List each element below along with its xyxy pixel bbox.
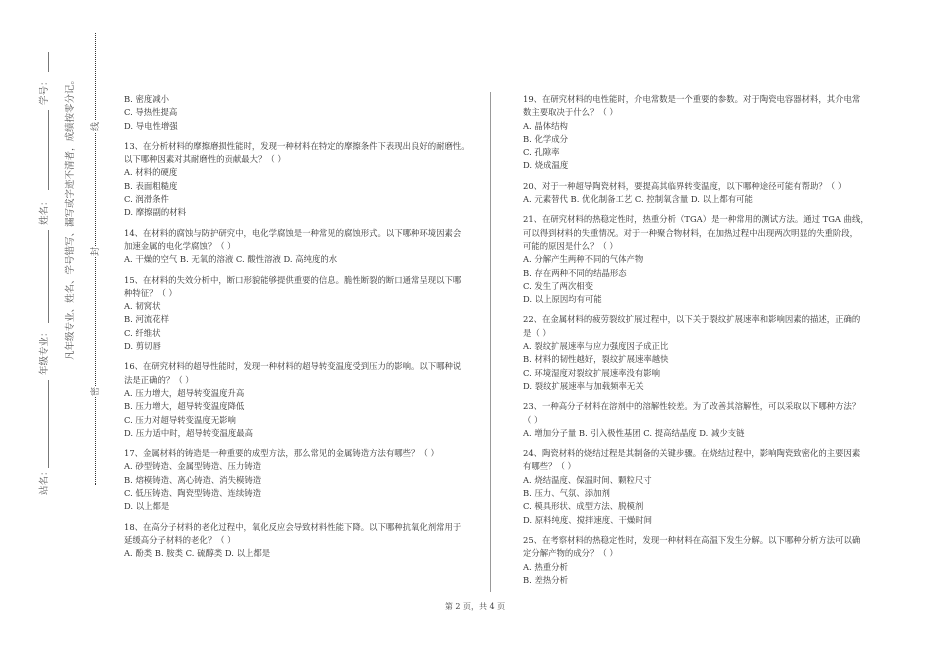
answer-option: D. 摩擦副的材料 — [124, 207, 186, 218]
answer-option: B. 熔模铸造、离心铸造、消失模铸造 — [124, 474, 262, 485]
student-id-blank[interactable] — [48, 52, 49, 72]
question-block — [124, 360, 474, 440]
left-question-column — [124, 93, 474, 561]
grade-major-blank[interactable] — [48, 230, 49, 323]
grade-major-label: 年级专业： — [39, 327, 50, 375]
question-text: 15、在材料的失效分析中，断口形貌能够提供重要的信息。脆性断裂的断口通常呈现以下哪 — [124, 274, 462, 285]
student-id-label: 学号： — [39, 76, 50, 105]
answer-option: A. 晶体结构 — [523, 120, 568, 131]
question-text: 数主要取决于什么？（ ） — [523, 107, 618, 118]
question-block — [124, 93, 474, 133]
page-number: 第 2 页，共 4 页 — [444, 602, 506, 611]
question-text: 21、在研究材料的热稳定性时，热重分析（TGA）是一种常用的测试方法。通过 TGA 曲线， — [523, 214, 869, 225]
answer-option: D. 以上原因均有可能 — [523, 294, 602, 305]
grading-notice: 凡年级专业、姓名、学号错写、漏写或字迹不清者，成绩按零分记。 — [65, 74, 76, 360]
answer-option: B. 化学成分 — [523, 133, 568, 144]
answer-option: D. 压力适中时，超导转变温度最高 — [124, 427, 253, 438]
question-text: 18、在高分子材料的老化过程中，氧化反应会导致材料性能下降。以下哪种抗氧化剂常用于 — [124, 521, 462, 532]
question-block — [124, 227, 474, 267]
question-block — [124, 274, 474, 354]
question-text: 19、在研究材料的电性能时，介电常数是一个重要的参数。对于陶瓷电容器材料，其介电常 — [523, 94, 861, 104]
answer-option: A. 分解产生两种不同的气体产物 — [523, 254, 644, 265]
answer-option: C. 导热性提高 — [124, 107, 178, 118]
question-text: 24、陶瓷材料的烧结过程是其制备的关键步骤。在烧结过程中，影响陶瓷致密化的主要因素 — [523, 448, 861, 459]
answer-option: D. 烧成温度 — [523, 160, 569, 171]
question-text: 可以得到材料的失重情况。对于一种聚合物材料，在加热过程中出现两次明显的失重阶段， — [523, 227, 858, 238]
answer-option: B. 压力、气氛、添加剂 — [523, 488, 610, 499]
answer-option: B. 表面粗糙度 — [124, 180, 178, 191]
answer-option: C. 纤维状 — [124, 327, 161, 338]
answer-option: A. 压力增大，超导转变温度升高 — [124, 387, 245, 398]
column-divider — [490, 92, 491, 592]
answer-option: A. 增加分子量 B. 引入极性基团 C. 提高结晶度 D. 减少支链 — [523, 427, 745, 438]
seal-dotted-line — [95, 33, 96, 485]
answer-option: D. 原料纯度、搅拌速度、干燥时间 — [523, 514, 652, 525]
answer-option: B. 压力增大，超导转变温度降低 — [124, 401, 245, 412]
question-text: 22、在金属材料的疲劳裂纹扩展过程中，以下关于裂纹扩展速率和影响因素的描述，正确的 — [523, 314, 861, 325]
answer-option: A. 砂型铸造、金属型铸造、压力铸造 — [124, 461, 261, 472]
question-block — [523, 447, 868, 527]
right-question-column — [523, 93, 868, 587]
question-text: 20、对于一种超导陶瓷材料，要提高其临界转变温度，以下哪种途径可能有帮助？（ ） — [523, 180, 847, 191]
answer-option: B. 河流花样 — [124, 314, 169, 325]
answer-option: B. 差热分析 — [523, 574, 568, 585]
question-text: 可能的原因是什么？（ ） — [523, 240, 618, 251]
answer-option: A. 热重分析 — [523, 561, 568, 572]
question-text: 加速金属的电化学腐蚀？（ ） — [124, 240, 236, 251]
question-text: 13、在分析材料的摩擦磨损性能时，发现一种材料在特定的摩擦条件下表现出良好的耐磨性。 — [124, 140, 470, 151]
answer-option: A. 韧窝状 — [124, 301, 161, 312]
question-text: 法是正确的？（ ） — [124, 374, 194, 385]
answer-option: C. 低压铸造、陶瓷型铸造、连续铸造 — [124, 488, 262, 499]
answer-option: A. 材料的硬度 — [124, 167, 178, 178]
seal-mark-xian: 线 — [88, 121, 101, 132]
answer-option: D. 剪切唇 — [124, 341, 161, 352]
seal-mark-feng: 封 — [88, 246, 101, 257]
name-label: 姓名： — [39, 196, 50, 225]
answer-option: A. 元素替代 B. 优化制备工艺 C. 控制氧含量 D. 以上都有可能 — [523, 194, 753, 205]
answer-option: B. 存在两种不同的结晶形态 — [523, 267, 627, 278]
answer-option: D. 导电性增强 — [124, 120, 178, 131]
question-text: 是（ ） — [523, 327, 551, 338]
answer-option: A. 酚类 B. 胺类 C. 硫醇类 D. 以上都是 — [124, 548, 271, 559]
question-block — [124, 521, 474, 561]
question-block — [124, 140, 474, 220]
answer-option: C. 润滑条件 — [124, 194, 169, 205]
binding-margin — [30, 30, 105, 500]
answer-option: A. 烧结温度、保温时间、颗粒尺寸 — [523, 474, 652, 485]
question-block — [523, 400, 868, 440]
question-text: 23、一种高分子材料在溶剂中的溶解性较差。为了改善其溶解性，可以采取以下哪种方法？ — [523, 401, 861, 412]
answer-option: C. 压力对超导转变温度无影响 — [124, 414, 236, 425]
name-blank[interactable] — [48, 110, 49, 190]
answer-option: D. 以上都是 — [124, 501, 170, 512]
question-text: 14、在材料的腐蚀与防护研究中，电化学腐蚀是一种常见的腐蚀形式。以下哪种环境因素会 — [124, 227, 462, 238]
question-block — [523, 180, 868, 207]
question-block — [523, 313, 868, 393]
question-text: （ ） — [523, 414, 543, 425]
answer-option: C. 孔隙率 — [523, 147, 560, 158]
question-text: 种特征？（ ） — [124, 287, 177, 298]
answer-option: A. 裂纹扩展速率与应力强度因子成正比 — [523, 341, 669, 352]
station-blank[interactable] — [48, 380, 49, 468]
answer-option: A. 干燥的空气 B. 无氧的溶液 C. 酸性溶液 D. 高纯度的水 — [124, 254, 338, 265]
question-text: 16、在研究材料的超导性能时，发现一种材料的超导转变温度受到压力的影响。以下哪种说 — [124, 361, 462, 372]
answer-option: C. 发生了两次相变 — [523, 280, 594, 291]
station-label: 站名： — [39, 466, 50, 495]
answer-option: D. 裂纹扩展速率与加载频率无关 — [523, 380, 644, 391]
question-text: 25、在考察材料的热稳定性时，发现一种材料在高温下发生分解。以下哪种分析方法可以确 — [523, 534, 861, 545]
seal-mark-mi: 密 — [88, 386, 101, 397]
question-text: 有哪些？（ ） — [523, 461, 576, 472]
question-text: 17、金属材料的铸造是一种重要的成型方法，那么常见的金属铸造方法有哪些？（ ） — [124, 448, 439, 459]
answer-option: B. 材料的韧性越好，裂纹扩展速率越快 — [523, 354, 669, 365]
question-block — [523, 534, 868, 587]
question-block — [523, 213, 868, 306]
answer-option: C. 环境湿度对裂纹扩展速率没有影响 — [523, 367, 661, 378]
question-block — [124, 447, 474, 513]
question-text: 定分解产物的成分？（ ） — [523, 548, 618, 559]
question-text: 延缓高分子材料的老化？（ ） — [124, 534, 236, 545]
answer-option: C. 模具形状、成型方法、脱模剂 — [523, 501, 644, 512]
answer-option: B. 密度减小 — [124, 94, 169, 104]
question-text: 以下哪种因素对其耐磨性的贡献最大？（ ） — [124, 154, 286, 165]
question-block — [523, 93, 868, 173]
